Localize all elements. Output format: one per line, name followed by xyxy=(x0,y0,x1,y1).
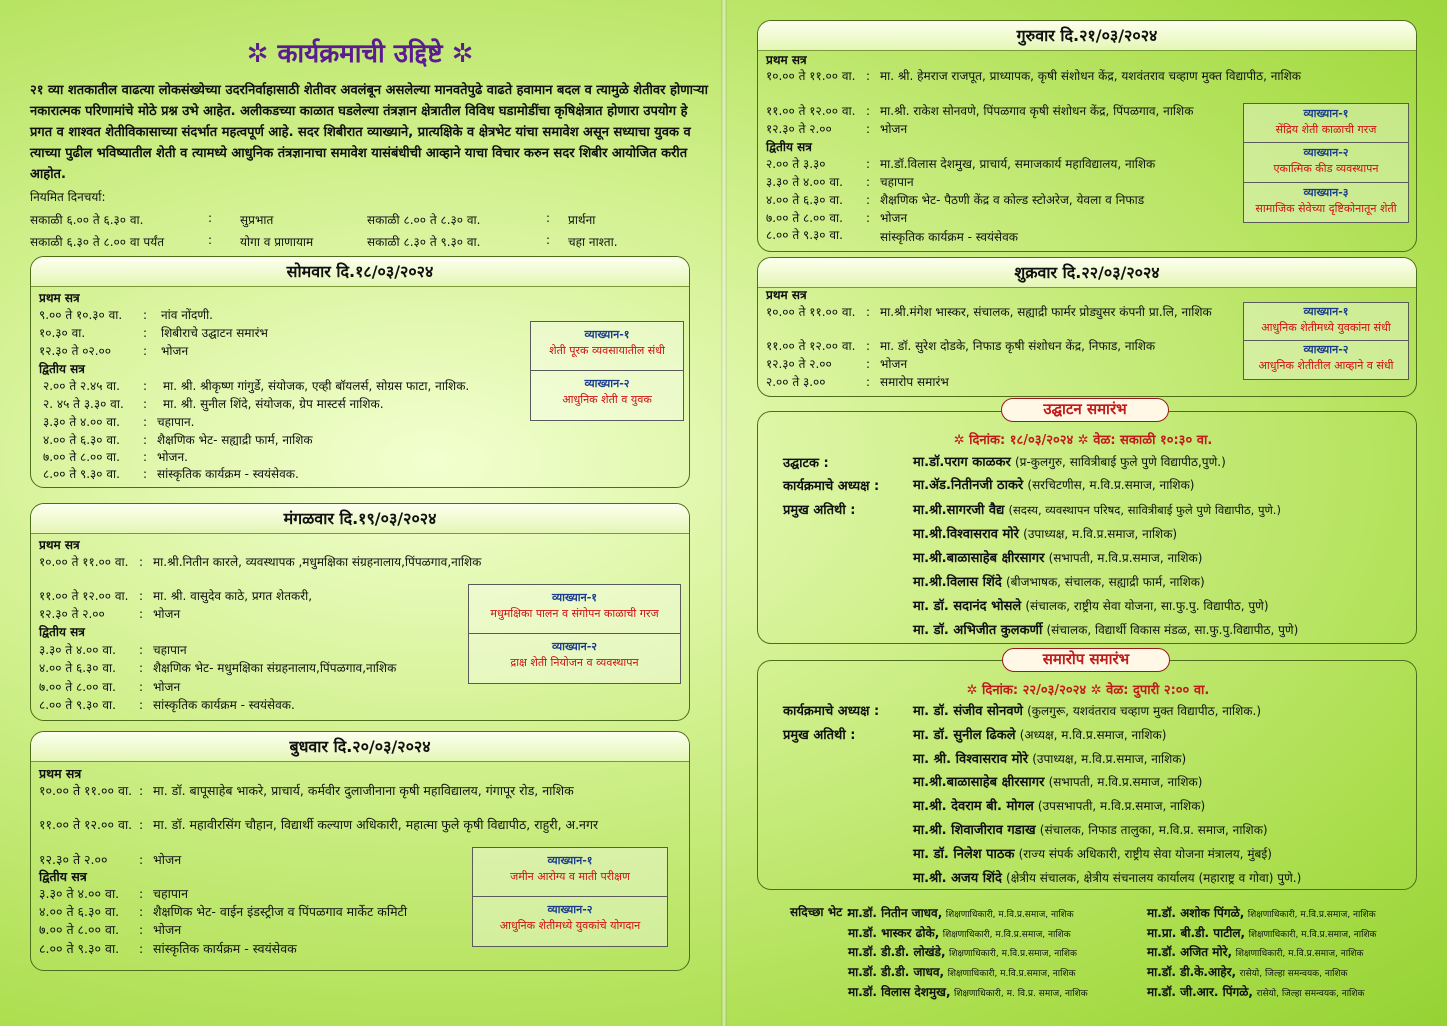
visitor-name: मा.प्रा. बी.डी. पाटील, xyxy=(1147,926,1246,940)
lecture-number: व्याख्यान-१ xyxy=(1303,305,1349,318)
activity-cell: शैक्षणिक भेट- पैठणी केंद्र व कोल्ड स्टोअरेज, येवला व निफाड xyxy=(880,193,1145,207)
guest-name: मा. डॉ. निलेश पाठक xyxy=(913,847,1015,862)
activity-cell: भोजन xyxy=(153,680,181,694)
lecture-item xyxy=(1244,303,1408,341)
day-card-wednesday xyxy=(30,731,690,971)
guest-detail: (क्षेत्रीय संचालक, क्षेत्रीय संचनालय कार्यालय (महाराष्ट्र व गोवा) पुणे.) xyxy=(1006,871,1302,885)
guest xyxy=(913,475,1194,493)
activity-cell: मा. श्री. श्रीकृष्ण गांगुर्डे, संयोजक, एव्ही बॉयलर्स, सोग्रस फाटा, नाशिक. xyxy=(163,379,470,393)
activity-cell: भोजन xyxy=(880,357,908,371)
time-cell: १०.०० ते ११.०० वा. xyxy=(39,783,133,798)
sep: : xyxy=(866,122,871,136)
time-cell: १०.३० वा. xyxy=(39,326,86,340)
lecture-topic: आधुनिक शेतीमध्ये युवकांना संधी xyxy=(1261,321,1391,334)
page-fold xyxy=(721,0,727,1026)
visitor-detail: शिक्षणाधिकारी, म.वि.प्र.समाज, नाशिक xyxy=(949,949,1077,959)
guest xyxy=(913,820,1268,838)
lecture-item xyxy=(1244,183,1408,222)
sep: : xyxy=(866,339,871,353)
routine-time: सकाळी ८.३० ते ९.३० वा. xyxy=(367,235,481,249)
visitor-name: मा.डॉ. नितीन जाधव, xyxy=(848,906,943,920)
sep: : xyxy=(139,643,144,657)
lecture-number: व्याख्यान-१ xyxy=(1303,107,1349,120)
activity-cell: मा. डॉ. बापूसाहेब भाकरे, प्राचार्य, कर्मवीर दुलाजीनाना कृषी महाविद्यालय, गंगापूर रोड, नाशिक xyxy=(153,783,574,798)
session-label: प्रथम सत्र xyxy=(766,53,807,67)
time-cell: १२.३० ते २.०० xyxy=(766,122,832,136)
visitor-detail: शिक्षणाधिकारी, म.वि.प्र.समाज, नाशिक xyxy=(945,910,1074,920)
sep: : xyxy=(866,175,871,189)
day-card-tuesday xyxy=(30,503,690,721)
lecture-item xyxy=(469,634,680,683)
activity-cell: मा. श्री. हेमराज राजपूत, प्राध्यापक, कृषी संशोधन केंद्र, यशवंतराव चव्हाण मुक्त विद्यापीठ, नाशिक xyxy=(880,69,1302,83)
sep: : xyxy=(866,104,871,118)
time-cell: १२.३० ते ०२.०० xyxy=(39,344,112,358)
routine-heading: नियमित दिनचर्या: xyxy=(30,190,106,204)
closing-card xyxy=(757,660,1417,890)
time-cell: १०.०० ते ११.०० वा. xyxy=(766,305,856,319)
guest-detail: (अध्यक्ष, म.वि.प्र.समाज, नाशिक) xyxy=(1019,728,1167,742)
role-label: कार्यक्रमाचे अध्यक्ष : xyxy=(783,704,880,719)
visitor xyxy=(1147,924,1376,941)
time-cell: ८.०० ते ९.३० वा. xyxy=(39,698,116,712)
time-cell: १२.३० ते २.०० xyxy=(39,852,108,867)
activity-cell: शैक्षणिक भेट- वाईन इंडस्ट्रीज व पिंपळगाव मार्केट कमिटी xyxy=(153,904,408,919)
sep: : xyxy=(139,607,144,621)
guest-name: मा.श्री.बाळासाहेब क्षीरसागर xyxy=(913,775,1045,790)
visitor xyxy=(848,904,1074,921)
time-cell: ७.०० ते ८.०० वा. xyxy=(39,922,120,937)
routine-time: सकाळी ६.३० ते ८.०० वा पर्यंत xyxy=(30,235,165,249)
day-heading: मंगळवार दि.१९/०३/२०२४ xyxy=(31,504,689,534)
lecture-item xyxy=(473,897,667,946)
activity-cell: भोजन xyxy=(153,607,181,621)
time-cell: ११.०० ते १२.०० वा. xyxy=(766,339,856,353)
guest-name: मा. डॉ. संजीव सोनवणे xyxy=(913,704,1023,719)
routine-time: सकाळी ६.०० ते ६.३० वा. xyxy=(30,213,144,227)
lecture-number: व्याख्यान-१ xyxy=(584,328,630,341)
routine-activity: प्रार्थना xyxy=(568,213,596,227)
visitor xyxy=(848,983,1088,1000)
guest xyxy=(913,796,1205,814)
time-cell: ३.३० ते ४.०० वा. xyxy=(43,415,120,429)
guest xyxy=(913,572,1205,590)
time-cell: १०.०० ते ११.०० वा. xyxy=(766,69,856,83)
time-cell: ४.०० ते ६.३० वा. xyxy=(43,433,120,447)
time-cell: ११.०० ते १२.०० वा. xyxy=(39,817,133,832)
lecture-topic: आधुनिक शेती व युवक xyxy=(562,393,652,406)
time-cell: ४.०० ते ६.३० वा. xyxy=(39,904,120,919)
session-label: द्वितीय सत्र xyxy=(39,625,85,639)
guest-name: मा.श्री.विश्वासराव मोरे xyxy=(913,527,1019,542)
lecture-topic: सामाजिक सेवेच्या दृष्टिकोनातून शेती xyxy=(1255,201,1397,215)
visitor-detail: रासेयो, जिल्हा समन्वयक, नाशिक xyxy=(1239,969,1348,979)
session-label: प्रथम सत्र xyxy=(39,291,80,305)
visitor-detail: शिक्षणाधिकारी, म.वि.प्र.समाज, नाशिक xyxy=(1247,910,1376,920)
activity-cell: शैक्षणिक भेट- सह्याद्री फार्म, नाशिक xyxy=(157,433,313,447)
guest xyxy=(913,548,1202,566)
sep: : xyxy=(139,886,144,901)
sep: : xyxy=(139,922,144,937)
guest xyxy=(913,701,1261,719)
lecture-topic: मधुमक्षिका पालन व संगोपन काळाची गरज xyxy=(490,607,659,620)
visitor-name: मा.डॉ. अजित मोरे, xyxy=(1147,945,1233,959)
guest-name: मा.श्री.सागरजी वैद्य xyxy=(913,503,1005,518)
page-title: ✲ कार्यक्रमाची उद्दिष्टे ✲ xyxy=(246,39,474,69)
activity-cell: मा. श्री. सुनील शिंदे, संयोजक, ग्रेप मास्टर्स नाशिक. xyxy=(163,397,384,411)
session-label: द्वितीय सत्र xyxy=(766,140,812,154)
lecture-topic: सेंद्रिय शेती काळाची गरज xyxy=(1275,123,1377,136)
guest-detail: (उपाध्यक्ष, म.वि.प्र.समाज, नाशिक) xyxy=(1023,527,1178,541)
guest-detail: (संचालक, विद्यार्थी विकास मंडळ, सा.फु.पु.विद्यापीठ, पुणे) xyxy=(1046,623,1299,637)
sep: : xyxy=(139,852,144,867)
activity-cell: मा.श्री. राकेश सोनवणे, पिंपळगाव कृषी संशोधन केंद्र, पिंपळगाव, नाशिक xyxy=(880,104,1194,118)
guest-name: मा.श्री. शिवाजीराव गडाख xyxy=(913,823,1036,838)
sep: : xyxy=(143,397,148,411)
time-cell: २.०० ते २.४५ वा. xyxy=(43,379,120,393)
lecture-item xyxy=(1244,341,1408,379)
activity-cell: नांव नोंदणी. xyxy=(161,308,213,322)
activity-cell: भोजन. xyxy=(157,450,188,464)
activity-cell: सांस्कृतिक कार्यक्रम - स्वयंसेवक xyxy=(880,230,1019,244)
routine-sep: : xyxy=(208,211,213,225)
sep: : xyxy=(866,375,871,389)
time-cell: ४.०० ते ६.३० वा. xyxy=(39,661,116,675)
lecture-topic: शेती पूरक व्यवसायातील संधी xyxy=(549,344,665,357)
time-cell: १२.३० ते २.०० xyxy=(39,607,105,621)
guest-detail: (उपसभापती, म.वि.प्र.समाज, नाशिक) xyxy=(1037,799,1206,813)
visitor-name: मा.डॉ. भास्कर ढोके, xyxy=(848,926,940,940)
lecture-number: व्याख्यान-३ xyxy=(1303,185,1349,199)
guest-detail: (सभापती, म.वि.प्र.समाज, नाशिक) xyxy=(1048,775,1203,789)
sep: : xyxy=(139,698,144,712)
lecture-topic: एकात्मिक कीड व्यवस्थापन xyxy=(1273,162,1379,176)
sep: : xyxy=(143,415,148,429)
activity-cell: शिबीराचे उद्घाटन समारंभ xyxy=(161,326,268,340)
activity-cell: सांस्कृतिक कार्यक्रम - स्वयंसेवक xyxy=(153,941,297,956)
guest xyxy=(913,844,1272,862)
time-cell: २.०० ते ३.०० xyxy=(766,375,826,389)
time-cell: ७.०० ते ८.०० वा. xyxy=(39,680,116,694)
lecture-number: व्याख्यान-१ xyxy=(547,854,593,867)
lecture-box xyxy=(468,584,681,684)
time-cell: ८.०० ते ९.३० वा. xyxy=(43,467,120,481)
lecture-item xyxy=(1244,104,1408,143)
activity-cell: सांस्कृतिक कार्यक्रम - स्वयंसेवक. xyxy=(153,698,295,712)
sep: : xyxy=(139,817,144,832)
day-card-monday xyxy=(30,256,690,488)
lecture-topic: जमीन आरोग्य व माती परीक्षण xyxy=(510,870,630,883)
lecture-item xyxy=(531,371,683,420)
time-cell: २.०० ते ३.३० xyxy=(766,157,826,171)
session-label: प्रथम सत्र xyxy=(766,288,807,302)
role-label: कार्यक्रमाचे अध्यक्ष : xyxy=(783,479,880,494)
activity-cell: भोजन xyxy=(880,122,908,136)
sep: : xyxy=(866,69,871,83)
session-label: द्वितीय सत्र xyxy=(39,869,87,884)
routine-activity: योगा व प्राणायाम xyxy=(240,235,314,249)
visitor-detail: शिक्षणाधिकारी, म.वि.प्र.समाज, नाशिक xyxy=(942,930,1071,940)
day-heading: बुधवार दि.२०/०३/२०२४ xyxy=(31,732,689,762)
guest-name: मा. डॉ. सदानंद भोसले xyxy=(913,599,1022,614)
guest-detail: (सभापती, म.वि.प्र.समाज, नाशिक) xyxy=(1048,551,1203,565)
visitor-name: मा.डॉ. डी.डी. लोखंडे, xyxy=(848,945,946,959)
routine-sep: : xyxy=(546,211,551,225)
sep: : xyxy=(139,941,144,956)
lecture-box xyxy=(530,321,684,421)
sep: : xyxy=(143,467,148,481)
time-cell: ३.३० ते ४.०० वा. xyxy=(39,643,116,657)
activity-cell: चहापान xyxy=(153,643,187,657)
role-label: उद्घाटक : xyxy=(783,456,829,471)
activity-cell: भोजन xyxy=(153,922,182,937)
visitor-name: मा.डॉ. जी.आर. पिंगळे, xyxy=(1147,985,1253,999)
visitor-name: मा.डॉ. डी.के.आहेर, xyxy=(1147,965,1237,979)
guest xyxy=(913,749,1186,767)
guest-detail: (राज्य संपर्क अधिकारी, राष्ट्रीय सेवा योजना मंत्रालय, मुंबई) xyxy=(1018,847,1272,861)
time-cell: ३.३० ते ४.०० वा. xyxy=(39,886,120,901)
inauguration-heading: उद्घाटन समारंभ xyxy=(1001,398,1169,422)
inauguration-dateline: ✲ दिनांक: १८/०३/२०२४ ✲ वेळ: सकाळी १०:३० वा. xyxy=(953,433,1213,448)
routine-sep: : xyxy=(208,233,213,247)
lecture-item xyxy=(469,585,680,634)
visitor xyxy=(1147,963,1348,980)
time-cell: ३.३० ते ४.०० वा. xyxy=(766,175,843,189)
lecture-number: व्याख्यान-२ xyxy=(584,377,630,390)
time-cell: ७.०० ते ८.०० वा. xyxy=(766,211,843,225)
visits-label: सदिच्छा भेट : xyxy=(790,905,852,919)
sep: : xyxy=(866,193,871,207)
guest-name: मा. डॉ. अभिजीत कुलकर्णी xyxy=(913,623,1043,638)
role-label: प्रमुख अतिथी : xyxy=(783,728,856,743)
visitor-name: मा.डॉ. अशोक पिंगळे, xyxy=(1147,906,1245,920)
guest xyxy=(913,725,1166,743)
lecture-topic: आधुनिक शेतीमध्ये युवकांचे योगदान xyxy=(499,919,641,932)
visitor-detail: शिक्षणाधिकारी, म. वि.प्र. समाज, नाशिक xyxy=(954,989,1088,999)
activity-cell: मा. डॉ. सुरेश दोडके, निफाड कृषी संशोधन केंद्र, निफाड, नाशिक xyxy=(880,339,1156,353)
activity-cell: चहापान. xyxy=(157,415,195,429)
lecture-topic: आधुनिक शेतीतील आव्हाने व संधी xyxy=(1258,359,1394,372)
lecture-topic: द्राक्ष शेती नियोजन व व्यवस्थापन xyxy=(510,656,639,669)
sep: : xyxy=(139,904,144,919)
sep: : xyxy=(143,344,148,358)
activity-cell: मा. श्री. वासुदेव काठे, प्रगत शेतकरी, xyxy=(153,589,313,603)
routine-time: सकाळी ८.०० ते ८.३० वा. xyxy=(367,213,481,227)
routine-activity: चहा नाश्ता. xyxy=(568,235,618,249)
lecture-item xyxy=(1244,143,1408,182)
visitor-detail: शिक्षणाधिकारी, म.वि.प्र.समाज, नाशिक xyxy=(1235,949,1364,959)
session-label: प्रथम सत्र xyxy=(39,538,80,552)
guest xyxy=(913,596,1269,614)
day-heading: सोमवार दि.१८/०३/२०२४ xyxy=(31,257,689,287)
lecture-number: व्याख्यान-२ xyxy=(547,903,593,916)
guest-name: मा.श्री. देवराम बी. मोगल xyxy=(913,799,1034,814)
sep: : xyxy=(139,589,144,603)
day-card-friday xyxy=(757,257,1417,397)
guest-detail: (उपाध्यक्ष, म.वि.प्र.समाज, नाशिक) xyxy=(1032,752,1187,766)
sep: : xyxy=(139,783,144,798)
routine-activity: सुप्रभात xyxy=(240,213,274,227)
activity-cell: समारोप समारंभ xyxy=(880,375,949,389)
guest-detail: (कुलगुरू, यशवंतराव चव्हाण मुक्त विद्यापीठ, नाशिक.) xyxy=(1027,704,1262,718)
time-cell: ८.०० ते ९.३० वा. xyxy=(766,228,843,242)
time-cell: ११.०० ते १२.०० वा. xyxy=(39,589,129,603)
activity-cell: चहापान xyxy=(153,886,189,901)
time-cell: २. ४५ ते ३.३० वा. xyxy=(43,397,124,411)
activity-cell: भोजन xyxy=(153,852,182,867)
visitor xyxy=(848,943,1077,960)
routine-sep: : xyxy=(546,233,551,247)
sep: : xyxy=(866,157,871,171)
intro-paragraph: २१ व्या शतकातील वाढत्या लोकसंख्येच्या उदरनिर्वाहासाठी शेतीवर अवलंबून असलेल्या मानवतेपुढे वाढते हवामान बदल व त्यामुळे शेतीवर होणाऱ्या नकारात्मक परिणामांचे मोठे प्रश्न उभे आहेत. अलीकडच्या काळात घडलेल्या तंत्रज्ञान क्षेत्रातील विविध घडामोडींचा कृषिक्षेत्रात होणारा उपयोग हे प्रगत व शाश्वत शेतीविकासाच्या संदर्भात महत्वपूर्ण आहे. सदर शिबीरात व्याख्याने, प्रात्यक्षिके व क्षेत्रभेट यांचा समावेश असून सध्याचा युवक व त्याच्या पुढील भविष्यातील शेती व त्यामध्ये आधुनिक तंत्रज्ञानाचा समावेश यासंबंधीची आव्हाने याचा विचार करुन सदर शिबीर आयोजित करीत आहोत. xyxy=(30,83,708,182)
visitor xyxy=(1147,983,1364,1000)
guest-detail: (संचालक, राष्ट्रीय सेवा योजना, सा.फु.पु. विद्यापीठ, पुणे) xyxy=(1025,599,1269,613)
guest-name: मा. श्री. विश्वासराव मोरे xyxy=(913,752,1029,767)
activity-cell: भोजन xyxy=(161,344,189,358)
guest-detail: (सदस्य, व्यवस्थापन परिषद, सावित्रीबाई फुले पुणे विद्यापीठ, पुणे.) xyxy=(1008,503,1281,517)
sep: : xyxy=(139,680,144,694)
guest xyxy=(913,620,1298,638)
guest-name: मा.श्री.बाळासाहेब क्षीरसागर xyxy=(913,551,1045,566)
sep: : xyxy=(866,211,871,225)
session-label: प्रथम सत्र xyxy=(39,766,82,781)
activity-cell: भोजन xyxy=(880,211,908,225)
guest xyxy=(913,868,1301,886)
role-label: प्रमुख अतिथी : xyxy=(783,503,856,518)
time-cell: ९.०० ते १०.३० वा. xyxy=(39,308,123,322)
lecture-number: व्याख्यान-२ xyxy=(551,640,598,653)
visitor xyxy=(1147,904,1376,921)
lecture-item xyxy=(531,322,683,371)
activity-cell: सांस्कृतिक कार्यक्रम - स्वयंसेवक. xyxy=(157,467,299,481)
time-cell: ४.०० ते ६.३० वा. xyxy=(766,193,843,207)
guest-name: मा.ॲड.नितीनजी ठाकरे xyxy=(913,478,1024,493)
time-cell: ७.०० ते ८.०० वा. xyxy=(43,450,120,464)
session-label: द्वितीय सत्र xyxy=(39,362,85,376)
visitor xyxy=(848,924,1071,941)
lecture-item xyxy=(473,848,667,897)
activity-cell: मा.डॉ.विलास देशमुख, प्राचार्य, समाजकार्य महाविद्यालय, नाशिक xyxy=(880,157,1156,171)
activity-cell: मा. डॉ. महावीरसिंग चौहान, विद्यार्थी कल्याण अधिकारी, महात्मा फुले कृषी विद्यापीठ, राहुरी, अ.नगर xyxy=(153,817,599,832)
visitor xyxy=(1147,943,1363,960)
sep: : xyxy=(143,450,148,464)
guest-detail: (प्र-कुलगुरु, सावित्रीबाई फुले पुणे विद्यापीठ,पुणे.) xyxy=(1014,455,1226,469)
day-heading: गुरुवार दि.२१/०३/२०२४ xyxy=(758,21,1416,51)
activity-cell: शैक्षणिक भेट- मधुमक्षिका संग्रहनालाय,पिंपळगाव,नाशिक xyxy=(153,661,397,675)
visitor-name: मा.डॉ. डी.डी. जाधव, xyxy=(848,965,945,979)
guest-detail: (संचालक, निफाड तालुका, म.वि.प्र. समाज, नाशिक) xyxy=(1039,823,1268,837)
visitor-name: मा.डॉ. विलास देशमुख, xyxy=(848,985,951,999)
guest-name: मा.श्री. अजय शिंदे xyxy=(913,871,1002,886)
guest xyxy=(913,500,1281,518)
sep: : xyxy=(139,661,144,675)
guest xyxy=(913,524,1177,542)
time-cell: ८.०० ते ९.३० वा. xyxy=(39,941,120,956)
sep: : xyxy=(866,357,871,371)
guest-name: मा.डॉ.पराग काळकर xyxy=(913,455,1011,470)
visitor-detail: शिक्षणाधिकारी, म.वि.प्र.समाज, नाशिक xyxy=(947,969,1076,979)
sep: : xyxy=(866,305,871,319)
lecture-number: व्याख्यान-२ xyxy=(1303,146,1349,160)
sep: : xyxy=(143,308,148,322)
lecture-number: व्याख्यान-२ xyxy=(1303,343,1349,356)
closing-dateline: ✲ दिनांक: २२/०३/२०२४ ✲ वेळ: दुपारी २:०० वा. xyxy=(966,683,1210,698)
lecture-box xyxy=(1243,302,1409,380)
guest xyxy=(913,772,1202,790)
activity-cell: चहापान xyxy=(880,175,914,189)
day-heading: शुक्रवार दि.२२/०३/२०२४ xyxy=(758,258,1416,288)
lecture-box xyxy=(472,847,668,947)
day-card-thursday xyxy=(757,20,1417,252)
guest xyxy=(913,452,1226,470)
time-cell: १०.०० ते ११.०० वा. xyxy=(39,555,129,569)
lecture-number: व्याख्यान-१ xyxy=(551,591,598,604)
lecture-box xyxy=(1243,103,1409,223)
closing-heading: समारोप समारंभ xyxy=(1002,648,1170,672)
time-cell: ११.०० ते १२.०० वा. xyxy=(766,104,856,118)
time-cell: १२.३० ते २.०० xyxy=(766,357,832,371)
visitor-detail: शिक्षणाधिकारी, म.वि.प्र.समाज, नाशिक xyxy=(1248,930,1377,940)
sep: : xyxy=(143,326,148,340)
sep: : xyxy=(143,433,148,447)
guest-detail: (बीजभाषक, संचालक, सह्याद्री फार्म, नाशिक) xyxy=(1005,575,1205,589)
activity-cell: मा.श्री.मंगेश भास्कर, संचालक, सह्याद्री फार्मर प्रोड्युसर कंपनी प्रा.लि, नाशिक xyxy=(880,305,1212,319)
activity-cell: मा.श्री.नितीन कारले, व्यवस्थापक ,मधुमक्षिका संग्रहनालाय,पिंपळगाव,नाशिक xyxy=(153,555,482,569)
inauguration-card xyxy=(757,411,1417,644)
sep: : xyxy=(143,379,148,393)
sep: : xyxy=(139,555,144,569)
guest-detail: (सरचिटणीस, म.वि.प्र.समाज, नाशिक) xyxy=(1027,478,1195,492)
guest-name: मा. डॉ. सुनील ढिकले xyxy=(913,728,1016,743)
guest-name: मा.श्री.विलास शिंदे xyxy=(913,575,1002,590)
visitor-detail: रासेयो, जिल्हा समन्वयक, नाशिक xyxy=(1256,989,1365,999)
visitor xyxy=(848,963,1076,980)
